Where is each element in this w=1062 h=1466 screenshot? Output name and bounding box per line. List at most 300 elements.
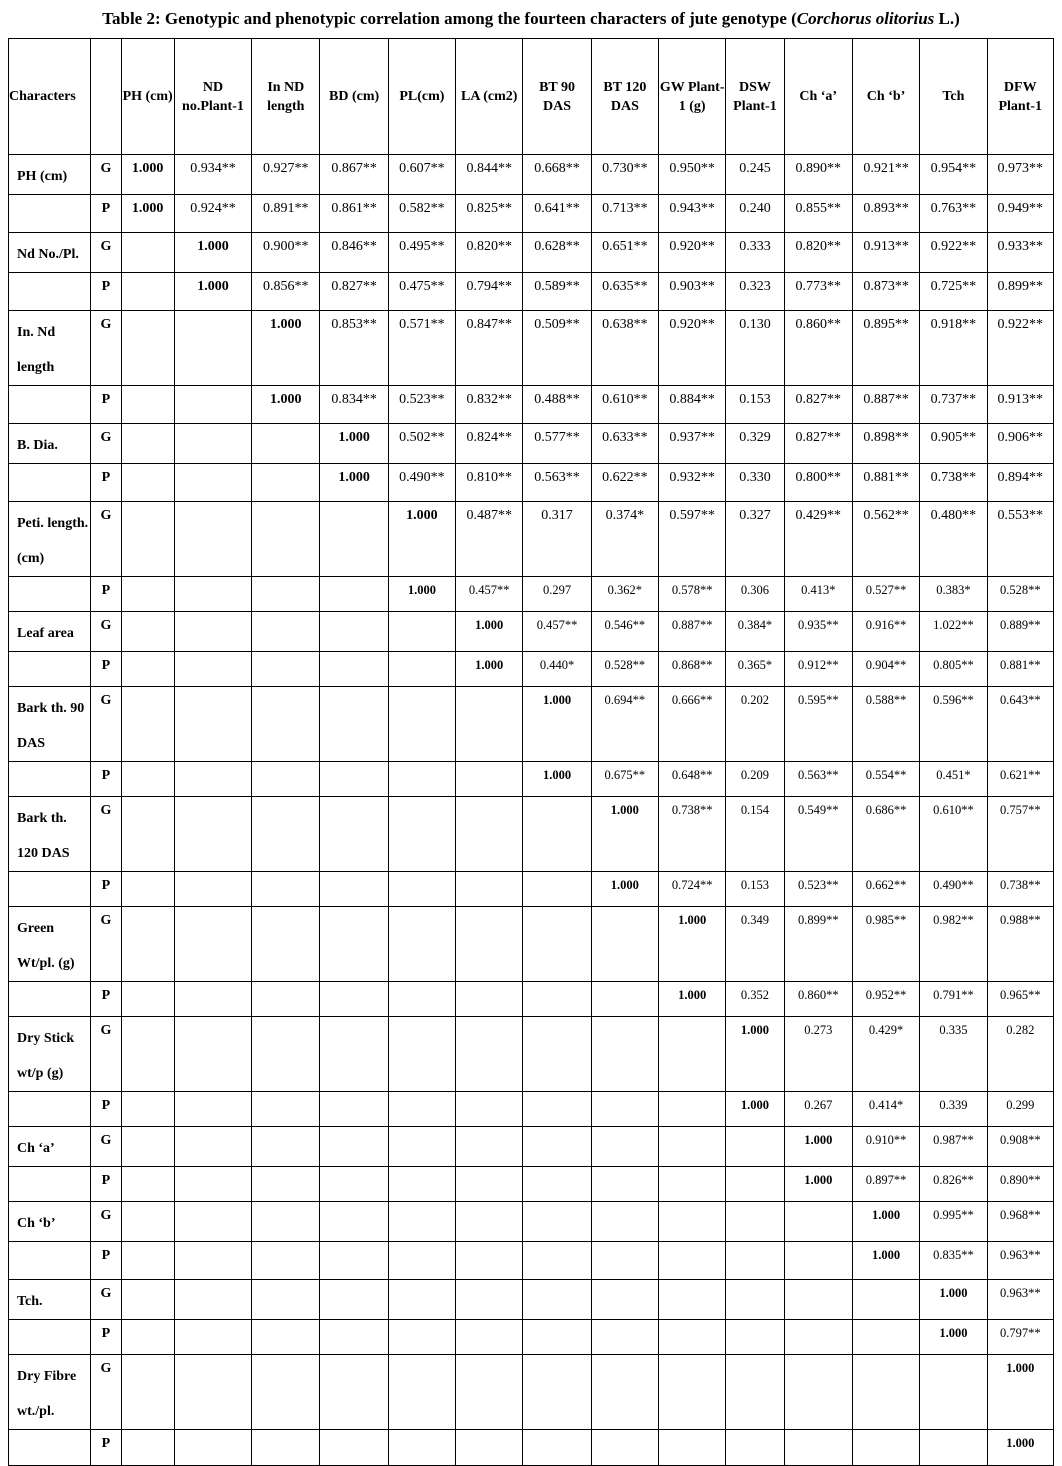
- correlation-value: 0.297: [523, 577, 591, 612]
- header-ph: PH (cm): [121, 39, 174, 155]
- correlation-value: [320, 762, 388, 797]
- correlation-value: 0.943**: [659, 195, 726, 233]
- correlation-value: [320, 1202, 388, 1242]
- correlation-value: 0.922**: [920, 233, 987, 273]
- correlation-value: 0.384*: [726, 612, 784, 652]
- correlation-value: [252, 1202, 320, 1242]
- correlation-value: 0.245: [726, 155, 784, 195]
- correlation-value: [659, 1092, 726, 1127]
- correlation-value: [852, 1320, 919, 1355]
- correlation-value: [726, 1167, 784, 1202]
- correlation-value: 0.528**: [987, 577, 1053, 612]
- correlation-value: 0.860**: [784, 982, 852, 1017]
- correlation-value: [523, 1355, 591, 1430]
- correlation-value: 0.963**: [987, 1242, 1053, 1280]
- correlation-value: [320, 612, 388, 652]
- correlation-value: [523, 1202, 591, 1242]
- correlation-value: [121, 1167, 174, 1202]
- correlation-value: [523, 1017, 591, 1092]
- correlation-value: 0.738**: [659, 797, 726, 872]
- correlation-value: [320, 1127, 388, 1167]
- correlation-value: [726, 1320, 784, 1355]
- correlation-value: 0.621**: [987, 762, 1053, 797]
- correlation-value: 0.757**: [987, 797, 1053, 872]
- correlation-value: 0.563**: [523, 464, 591, 502]
- correlation-value: [388, 612, 455, 652]
- title-suffix: L.): [934, 9, 960, 28]
- header-bt120: BT 120 DAS: [591, 39, 658, 155]
- correlation-value: [121, 1355, 174, 1430]
- correlation-value: [121, 577, 174, 612]
- correlation-value: 0.844**: [456, 155, 523, 195]
- correlation-value: 0.475**: [388, 273, 455, 311]
- correlation-value: 0.900**: [252, 233, 320, 273]
- correlation-value: 0.607**: [388, 155, 455, 195]
- correlation-value: 0.934**: [174, 155, 251, 195]
- correlation-type: P: [91, 273, 121, 311]
- correlation-value: [784, 1320, 852, 1355]
- correlation-value: [659, 1280, 726, 1320]
- table-row: [9, 1017, 1054, 1092]
- correlation-value: 1.000: [987, 1430, 1053, 1466]
- correlation-value: [388, 762, 455, 797]
- correlation-value: 0.835**: [920, 1242, 987, 1280]
- correlation-value: 0.920**: [659, 311, 726, 386]
- character-name: [9, 762, 91, 797]
- correlation-value: [726, 1242, 784, 1280]
- correlation-value: [320, 687, 388, 762]
- correlation-value: [523, 1092, 591, 1127]
- correlation-value: [456, 1127, 523, 1167]
- correlation-value: 0.797**: [987, 1320, 1053, 1355]
- correlation-value: 0.905**: [920, 424, 987, 464]
- correlation-value: [320, 502, 388, 577]
- correlation-type: G: [91, 155, 121, 195]
- correlation-value: 1.000: [852, 1242, 919, 1280]
- correlation-value: [174, 502, 251, 577]
- correlation-value: 0.884**: [659, 386, 726, 424]
- correlation-value: 1.000: [252, 311, 320, 386]
- correlation-value: 0.826**: [920, 1167, 987, 1202]
- correlation-value: 0.794**: [456, 273, 523, 311]
- correlation-value: 0.918**: [920, 311, 987, 386]
- correlation-value: [252, 982, 320, 1017]
- correlation-value: [456, 1430, 523, 1466]
- correlation-type: P: [91, 762, 121, 797]
- correlation-value: 0.240: [726, 195, 784, 233]
- correlation-value: 1.000: [591, 872, 658, 907]
- correlation-value: 0.641**: [523, 195, 591, 233]
- correlation-value: [456, 872, 523, 907]
- correlation-value: 0.916**: [852, 612, 919, 652]
- correlation-value: 0.578**: [659, 577, 726, 612]
- header-ch-b: Ch ‘b’: [852, 39, 919, 155]
- table-row: [9, 311, 1054, 386]
- correlation-value: 0.480**: [920, 502, 987, 577]
- correlation-value: 0.908**: [987, 1127, 1053, 1167]
- correlation-value: [252, 1320, 320, 1355]
- correlation-value: 0.827**: [784, 424, 852, 464]
- character-name: [9, 1167, 91, 1202]
- correlation-type: P: [91, 982, 121, 1017]
- correlation-value: 1.000: [121, 155, 174, 195]
- correlation-value: 0.889**: [987, 612, 1053, 652]
- correlation-value: 0.648**: [659, 762, 726, 797]
- correlation-value: 1.000: [252, 386, 320, 424]
- correlation-value: 0.694**: [591, 687, 658, 762]
- correlation-value: 0.490**: [920, 872, 987, 907]
- correlation-value: 0.890**: [784, 155, 852, 195]
- correlation-value: [174, 907, 251, 982]
- correlation-value: 0.668**: [523, 155, 591, 195]
- correlation-value: 0.920**: [659, 233, 726, 273]
- correlation-type: P: [91, 577, 121, 612]
- correlation-value: 0.810**: [456, 464, 523, 502]
- correlation-value: [784, 1280, 852, 1320]
- correlation-value: 0.527**: [852, 577, 919, 612]
- correlation-value: 0.897**: [852, 1167, 919, 1202]
- correlation-value: [591, 1355, 658, 1430]
- table-row: [9, 502, 1054, 577]
- correlation-value: 0.595**: [784, 687, 852, 762]
- correlation-value: 1.000: [659, 982, 726, 1017]
- correlation-value: 0.887**: [659, 612, 726, 652]
- correlation-value: 0.805**: [920, 652, 987, 687]
- correlation-value: 1.000: [320, 464, 388, 502]
- correlation-value: [320, 577, 388, 612]
- correlation-value: [523, 907, 591, 982]
- correlation-value: 0.651**: [591, 233, 658, 273]
- correlation-value: 0.352: [726, 982, 784, 1017]
- correlation-value: 0.985**: [852, 907, 919, 982]
- correlation-value: 0.633**: [591, 424, 658, 464]
- correlation-value: 0.912**: [784, 652, 852, 687]
- correlation-value: [121, 1242, 174, 1280]
- correlation-value: [121, 1320, 174, 1355]
- table-row: [9, 233, 1054, 273]
- correlation-value: [320, 1355, 388, 1430]
- correlation-value: 0.154: [726, 797, 784, 872]
- correlation-value: 0.895**: [852, 311, 919, 386]
- table-row: [9, 464, 1054, 502]
- character-name: Bark th. 120 DAS: [9, 797, 91, 872]
- correlation-value: 1.000: [784, 1127, 852, 1167]
- character-name: Peti. length.(cm): [9, 502, 91, 577]
- correlation-value: 0.317: [523, 502, 591, 577]
- correlation-value: [174, 872, 251, 907]
- correlation-value: 0.553**: [987, 502, 1053, 577]
- correlation-value: 0.596**: [920, 687, 987, 762]
- correlation-value: 0.299: [987, 1092, 1053, 1127]
- correlation-value: 0.954**: [920, 155, 987, 195]
- correlation-value: 0.927**: [252, 155, 320, 195]
- correlation-value: 0.924**: [174, 195, 251, 233]
- character-name: [9, 872, 91, 907]
- correlation-value: 0.546**: [591, 612, 658, 652]
- correlation-value: [659, 1242, 726, 1280]
- correlation-value: [252, 687, 320, 762]
- character-name: [9, 1430, 91, 1466]
- table-row: [9, 652, 1054, 687]
- correlation-value: 0.933**: [987, 233, 1053, 273]
- correlation-value: [121, 424, 174, 464]
- correlation-value: [174, 1320, 251, 1355]
- character-name: Dry Fibre wt./pl.: [9, 1355, 91, 1430]
- correlation-value: [174, 464, 251, 502]
- correlation-value: [591, 907, 658, 982]
- correlation-value: [659, 1167, 726, 1202]
- correlation-value: [456, 1017, 523, 1092]
- correlation-value: 1.000: [174, 233, 251, 273]
- correlation-value: [121, 872, 174, 907]
- correlation-value: 0.365*: [726, 652, 784, 687]
- header-nd-no: ND no.Plant-1: [174, 39, 251, 155]
- correlation-value: 0.153: [726, 872, 784, 907]
- correlation-value: [252, 464, 320, 502]
- correlation-value: [121, 273, 174, 311]
- correlation-type: P: [91, 1430, 121, 1466]
- correlation-value: 0.881**: [852, 464, 919, 502]
- correlation-value: [174, 687, 251, 762]
- correlation-value: [174, 652, 251, 687]
- correlation-value: [456, 907, 523, 982]
- correlation-value: 0.825**: [456, 195, 523, 233]
- correlation-value: [523, 1167, 591, 1202]
- correlation-value: 0.921**: [852, 155, 919, 195]
- correlation-value: [659, 1320, 726, 1355]
- correlation-value: 1.000: [388, 502, 455, 577]
- correlation-value: [388, 872, 455, 907]
- correlation-value: 0.935**: [784, 612, 852, 652]
- correlation-value: [920, 1355, 987, 1430]
- correlation-value: [784, 1355, 852, 1430]
- title-prefix: Table 2: Genotypic and phenotypic correlation among the fourteen characters of jute genotype (: [102, 9, 797, 28]
- correlation-value: [174, 762, 251, 797]
- correlation-value: [121, 1127, 174, 1167]
- correlation-value: 0.323: [726, 273, 784, 311]
- correlation-value: [920, 1430, 987, 1466]
- header-bt90: BT 90 DAS: [523, 39, 591, 155]
- correlation-value: 0.965**: [987, 982, 1053, 1017]
- correlation-value: [659, 1355, 726, 1430]
- table-row: [9, 386, 1054, 424]
- correlation-value: 1.000: [920, 1320, 987, 1355]
- correlation-value: [252, 1430, 320, 1466]
- correlation-value: 0.349: [726, 907, 784, 982]
- correlation-value: 0.968**: [987, 1202, 1053, 1242]
- table-row: [9, 273, 1054, 311]
- correlation-value: 0.610**: [920, 797, 987, 872]
- correlation-value: [523, 1320, 591, 1355]
- header-pl: PL(cm): [388, 39, 455, 155]
- correlation-value: [121, 1202, 174, 1242]
- correlation-value: [388, 1430, 455, 1466]
- table-row: [9, 1127, 1054, 1167]
- correlation-value: [174, 1242, 251, 1280]
- correlation-value: [121, 652, 174, 687]
- correlation-value: [591, 1320, 658, 1355]
- correlation-value: 0.502**: [388, 424, 455, 464]
- correlation-value: [252, 1127, 320, 1167]
- correlation-value: [252, 652, 320, 687]
- correlation-value: 1.000: [456, 652, 523, 687]
- correlation-value: [659, 1430, 726, 1466]
- correlation-value: [174, 386, 251, 424]
- correlation-value: [121, 502, 174, 577]
- correlation-value: [320, 797, 388, 872]
- correlation-value: [726, 1127, 784, 1167]
- correlation-value: 0.913**: [852, 233, 919, 273]
- correlation-value: 0.973**: [987, 155, 1053, 195]
- correlation-value: [320, 1280, 388, 1320]
- correlation-value: [523, 1430, 591, 1466]
- header-in-nd-length: In ND length: [252, 39, 320, 155]
- correlation-value: 0.429**: [784, 502, 852, 577]
- correlation-value: [388, 1017, 455, 1092]
- correlation-value: 0.622**: [591, 464, 658, 502]
- character-name: B. Dia.: [9, 424, 91, 464]
- correlation-value: [591, 1092, 658, 1127]
- correlation-value: 0.903**: [659, 273, 726, 311]
- correlation-value: 0.827**: [784, 386, 852, 424]
- correlation-value: 0.898**: [852, 424, 919, 464]
- correlation-value: 0.910**: [852, 1127, 919, 1167]
- correlation-value: 0.773**: [784, 273, 852, 311]
- correlation-value: 0.932**: [659, 464, 726, 502]
- correlation-value: [121, 1430, 174, 1466]
- correlation-value: 0.383*: [920, 577, 987, 612]
- character-name: Leaf area: [9, 612, 91, 652]
- correlation-type: G: [91, 233, 121, 273]
- correlation-value: 0.451*: [920, 762, 987, 797]
- correlation-value: 1.000: [659, 907, 726, 982]
- correlation-value: [174, 1167, 251, 1202]
- correlation-value: 0.922**: [987, 311, 1053, 386]
- character-name: In. Nd length: [9, 311, 91, 386]
- table-title: [0, 0, 1062, 38]
- correlation-value: [456, 1202, 523, 1242]
- correlation-value: [320, 1242, 388, 1280]
- correlation-type: G: [91, 502, 121, 577]
- correlation-type: P: [91, 872, 121, 907]
- correlation-value: [174, 982, 251, 1017]
- correlation-value: 0.988**: [987, 907, 1053, 982]
- correlation-value: [121, 907, 174, 982]
- correlation-value: [388, 1127, 455, 1167]
- table-row: [9, 1202, 1054, 1242]
- correlation-type: G: [91, 687, 121, 762]
- correlation-type: G: [91, 1202, 121, 1242]
- correlation-value: 0.899**: [784, 907, 852, 982]
- correlation-type: P: [91, 1320, 121, 1355]
- correlation-value: 0.488**: [523, 386, 591, 424]
- correlation-value: 0.856**: [252, 273, 320, 311]
- correlation-value: 0.282: [987, 1017, 1053, 1092]
- correlation-value: [121, 464, 174, 502]
- table-row: [9, 195, 1054, 233]
- correlation-value: [174, 1202, 251, 1242]
- table-row: [9, 762, 1054, 797]
- correlation-value: 0.791**: [920, 982, 987, 1017]
- correlation-value: 0.982**: [920, 907, 987, 982]
- correlation-value: [726, 1202, 784, 1242]
- header-characters: Characters: [9, 39, 91, 155]
- correlation-type: P: [91, 1092, 121, 1127]
- correlation-value: [121, 612, 174, 652]
- correlation-value: 1.022**: [920, 612, 987, 652]
- correlation-value: [320, 907, 388, 982]
- correlation-value: 0.675**: [591, 762, 658, 797]
- correlation-value: [252, 797, 320, 872]
- header-bd: BD (cm): [320, 39, 388, 155]
- correlation-value: [252, 1280, 320, 1320]
- correlation-value: [121, 1092, 174, 1127]
- correlation-value: 0.963**: [987, 1280, 1053, 1320]
- correlation-value: 1.000: [987, 1355, 1053, 1430]
- correlation-value: 0.913**: [987, 386, 1053, 424]
- correlation-type: P: [91, 195, 121, 233]
- character-name: [9, 652, 91, 687]
- correlation-type: G: [91, 424, 121, 464]
- correlation-value: [388, 907, 455, 982]
- correlation-value: 0.457**: [523, 612, 591, 652]
- correlation-value: 0.906**: [987, 424, 1053, 464]
- correlation-value: [174, 1017, 251, 1092]
- correlation-value: [388, 982, 455, 1017]
- correlation-value: [252, 1017, 320, 1092]
- correlation-value: 0.894**: [987, 464, 1053, 502]
- correlation-value: 1.000: [456, 612, 523, 652]
- table-row: [9, 982, 1054, 1017]
- correlation-value: [320, 1430, 388, 1466]
- correlation-value: 0.949**: [987, 195, 1053, 233]
- correlation-value: [456, 687, 523, 762]
- correlation-value: [388, 797, 455, 872]
- correlation-type: G: [91, 907, 121, 982]
- correlation-value: 1.000: [174, 273, 251, 311]
- correlation-value: 0.713**: [591, 195, 658, 233]
- correlation-value: [726, 1280, 784, 1320]
- correlation-value: [174, 612, 251, 652]
- correlation-value: 0.339: [920, 1092, 987, 1127]
- correlation-value: 1.000: [920, 1280, 987, 1320]
- correlation-value: 0.861**: [320, 195, 388, 233]
- correlation-value: [320, 1092, 388, 1127]
- correlation-value: [388, 1092, 455, 1127]
- table-row: [9, 1355, 1054, 1430]
- correlation-value: 0.374*: [591, 502, 658, 577]
- correlation-value: 0.643**: [987, 687, 1053, 762]
- correlation-value: 0.666**: [659, 687, 726, 762]
- correlation-value: 0.824**: [456, 424, 523, 464]
- correlation-value: [591, 1017, 658, 1092]
- correlation-type: P: [91, 1167, 121, 1202]
- correlation-value: 0.987**: [920, 1127, 987, 1167]
- correlation-value: [456, 762, 523, 797]
- correlation-value: 0.589**: [523, 273, 591, 311]
- correlation-value: [456, 1092, 523, 1127]
- correlation-value: [591, 1280, 658, 1320]
- correlation-value: 0.952**: [852, 982, 919, 1017]
- correlation-value: [174, 1355, 251, 1430]
- correlation-value: [121, 311, 174, 386]
- correlation-value: 0.855**: [784, 195, 852, 233]
- header-dfw: DFW Plant-1: [987, 39, 1053, 155]
- correlation-value: 0.847**: [456, 311, 523, 386]
- correlation-value: [523, 1242, 591, 1280]
- correlation-value: [320, 872, 388, 907]
- header-row: [9, 39, 1054, 155]
